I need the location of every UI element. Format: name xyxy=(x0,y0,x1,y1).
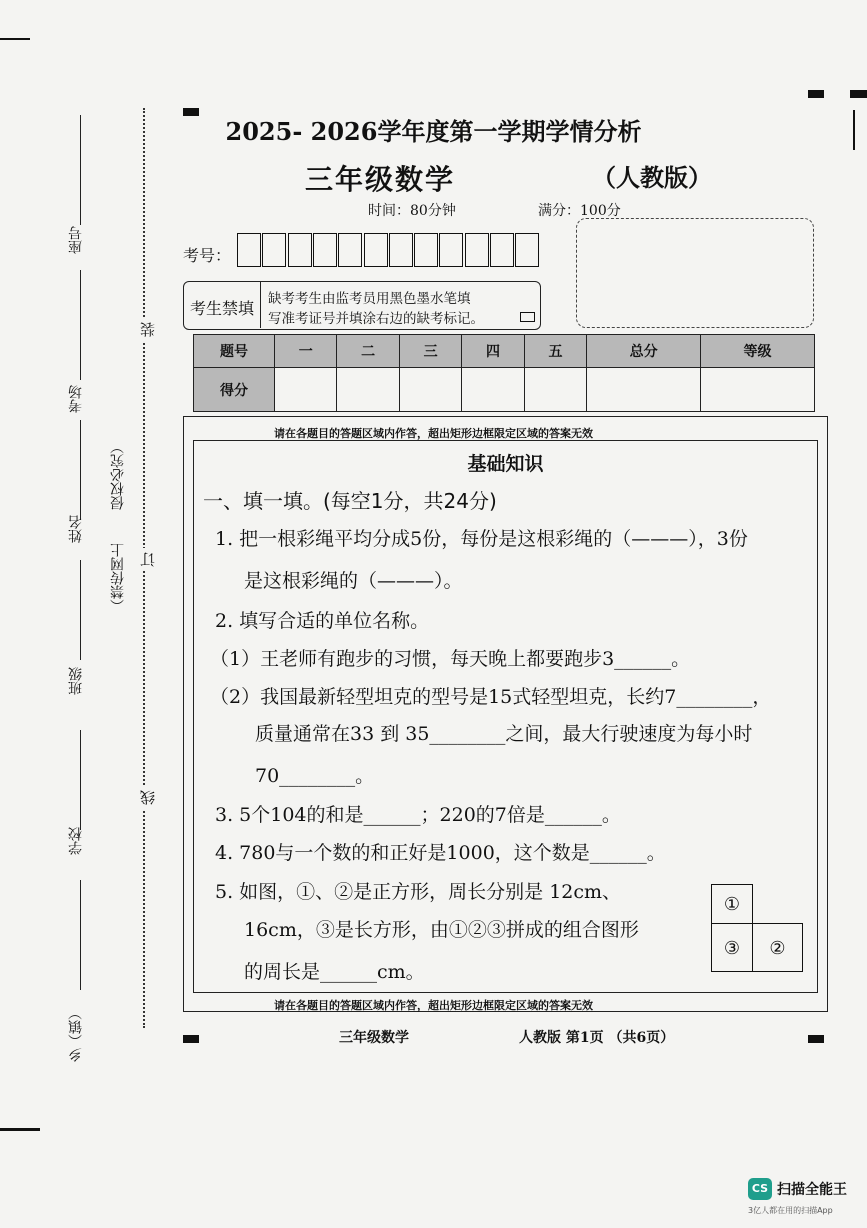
answer-area-warning-bottom: 请在各题目的答题区域内作答，超出矩形边框限定区域的答案无效 xyxy=(274,999,593,1012)
question-2-1: （1）王老师有跑步的习惯，每天晚上都要跑步3______。 xyxy=(210,648,691,670)
question-5-line1: 5. 如图，①、②是正方形，周长分别是 12cm、 xyxy=(215,881,622,903)
score-cell[interactable] xyxy=(524,368,586,412)
full-score: 满分：100分 xyxy=(538,203,621,219)
copyright-notice: （禁传网上 xyxy=(110,543,126,613)
subject-title: 三年级数学 xyxy=(305,163,456,196)
score-header-item: 五 xyxy=(524,335,586,368)
binding-mark-xian: 线 xyxy=(137,786,158,809)
exam-number-digit-box[interactable] xyxy=(389,233,413,267)
divider xyxy=(260,282,261,328)
question-2-2-line2: 质量通常在33 到 35________之间，最大行驶速度为每小时 xyxy=(255,723,753,745)
binding-mark-zhuang: 装 xyxy=(137,318,158,341)
figure-rectangle-3: ③ xyxy=(711,923,753,972)
exam-number-digit-box[interactable] xyxy=(490,233,514,267)
question-1-line2: 是这根彩绳的（———）。 xyxy=(244,570,463,592)
score-table xyxy=(193,334,815,412)
section-heading: 基础知识 xyxy=(467,453,544,475)
sticker-area xyxy=(576,218,814,328)
cs-logo-icon: CS xyxy=(748,1178,772,1200)
exam-number-digit-box[interactable] xyxy=(364,233,388,267)
exam-number-digit-box[interactable] xyxy=(338,233,362,267)
exam-number-digit-box[interactable] xyxy=(439,233,463,267)
absent-note-line1: 缺考考生由监考员用黑色墨水笔填 xyxy=(268,291,471,307)
part-one-title: 一、填一填。(每空1分，共24分) xyxy=(203,489,497,513)
question-5-line2: 16cm，③是长方形，由①②③拼成的组合图形 xyxy=(244,919,639,941)
question-2-2-line1: （2）我国最新轻型坦克的型号是15式轻型坦克，长约7________， xyxy=(210,686,772,708)
exam-number-digit-box[interactable] xyxy=(262,233,286,267)
figure-square-1: ① xyxy=(711,884,753,924)
question-2-2-line3: 70________。 xyxy=(255,765,375,787)
score-cell[interactable] xyxy=(337,368,399,412)
question-4: 4. 780与一个数的和正好是1000，这个数是______。 xyxy=(215,842,666,864)
score-cell[interactable] xyxy=(399,368,461,412)
absent-note-box xyxy=(183,281,541,330)
score-cell[interactable] xyxy=(462,368,524,412)
margin-line-township xyxy=(80,880,81,990)
absent-mark-checkbox[interactable] xyxy=(520,312,535,322)
margin-label-class: 班级 xyxy=(68,667,84,695)
score-header-item: 总分 xyxy=(587,335,701,368)
absent-note-label: 考生禁填 xyxy=(190,299,255,318)
margin-label-township: 乡（镇） xyxy=(68,1006,84,1062)
score-header-item: 三 xyxy=(399,335,461,368)
exam-number-digit-box[interactable] xyxy=(414,233,438,267)
margin-label-seat: 座号 xyxy=(68,226,84,254)
cs-tagline: 3亿人都在用的扫描App xyxy=(748,1206,833,1215)
copyright-notice: 侵权必究） xyxy=(110,440,126,510)
figure-square-2: ② xyxy=(752,923,803,972)
score-header-item: 一 xyxy=(275,335,337,368)
exam-number-digit-box[interactable] xyxy=(288,233,312,267)
margin-label-name: 姓名 xyxy=(68,515,84,543)
exam-number-digit-box[interactable] xyxy=(515,233,539,267)
exam-number-digit-box[interactable] xyxy=(237,233,261,267)
scan-edge-mark xyxy=(0,38,30,40)
score-header-item: 等级 xyxy=(701,335,815,368)
footer-subject: 三年级数学 xyxy=(339,1030,409,1046)
exam-title: 2025- 2026学年度第一学期学情分析 xyxy=(225,117,642,146)
exam-number-digit-box[interactable] xyxy=(465,233,489,267)
exam-number-label: 考号： xyxy=(183,246,232,265)
answer-area-warning-top: 请在各题目的答题区域内作答，超出矩形边框限定区域的答案无效 xyxy=(274,427,593,440)
score-header-item: 题号 xyxy=(194,335,275,368)
question-3: 3. 5个104的和是______；220的7倍是______。 xyxy=(215,804,621,826)
registration-mark xyxy=(808,90,824,98)
registration-mark xyxy=(808,1035,824,1043)
margin-label-school: 学校 xyxy=(68,827,84,855)
time-limit: 时间：80分钟 xyxy=(368,203,456,219)
exam-number-digit-box[interactable] xyxy=(313,233,337,267)
score-header-item: 四 xyxy=(462,335,524,368)
question-2: 2. 填写合适的单位名称。 xyxy=(215,610,430,632)
margin-label-room: 考场 xyxy=(68,385,84,413)
scan-edge-mark xyxy=(0,1128,40,1131)
question-1-line1: 1. 把一根彩绳平均分成5份，每份是这根彩绳的（———），3份 xyxy=(215,528,748,550)
score-cell[interactable] xyxy=(701,368,815,412)
score-cell[interactable] xyxy=(275,368,337,412)
question-5-line3: 的周长是______cm。 xyxy=(244,961,425,983)
score-row-label: 得分 xyxy=(194,368,275,412)
registration-mark xyxy=(850,90,867,98)
registration-mark xyxy=(183,1035,199,1043)
score-cell[interactable] xyxy=(587,368,701,412)
edition-label: （人教版） xyxy=(592,163,712,192)
margin-line-class xyxy=(80,560,81,660)
absent-note-line2: 写准考证号并填涂右边的缺考标记。 xyxy=(268,311,484,327)
margin-line-school xyxy=(80,730,81,830)
footer-page: 人教版 第1页 （共6页） xyxy=(519,1030,675,1046)
binding-mark-ding: 订 xyxy=(137,548,158,571)
score-header-item: 二 xyxy=(337,335,399,368)
margin-line-room xyxy=(80,270,81,380)
cs-brand: 扫描全能王 xyxy=(777,1182,847,1198)
